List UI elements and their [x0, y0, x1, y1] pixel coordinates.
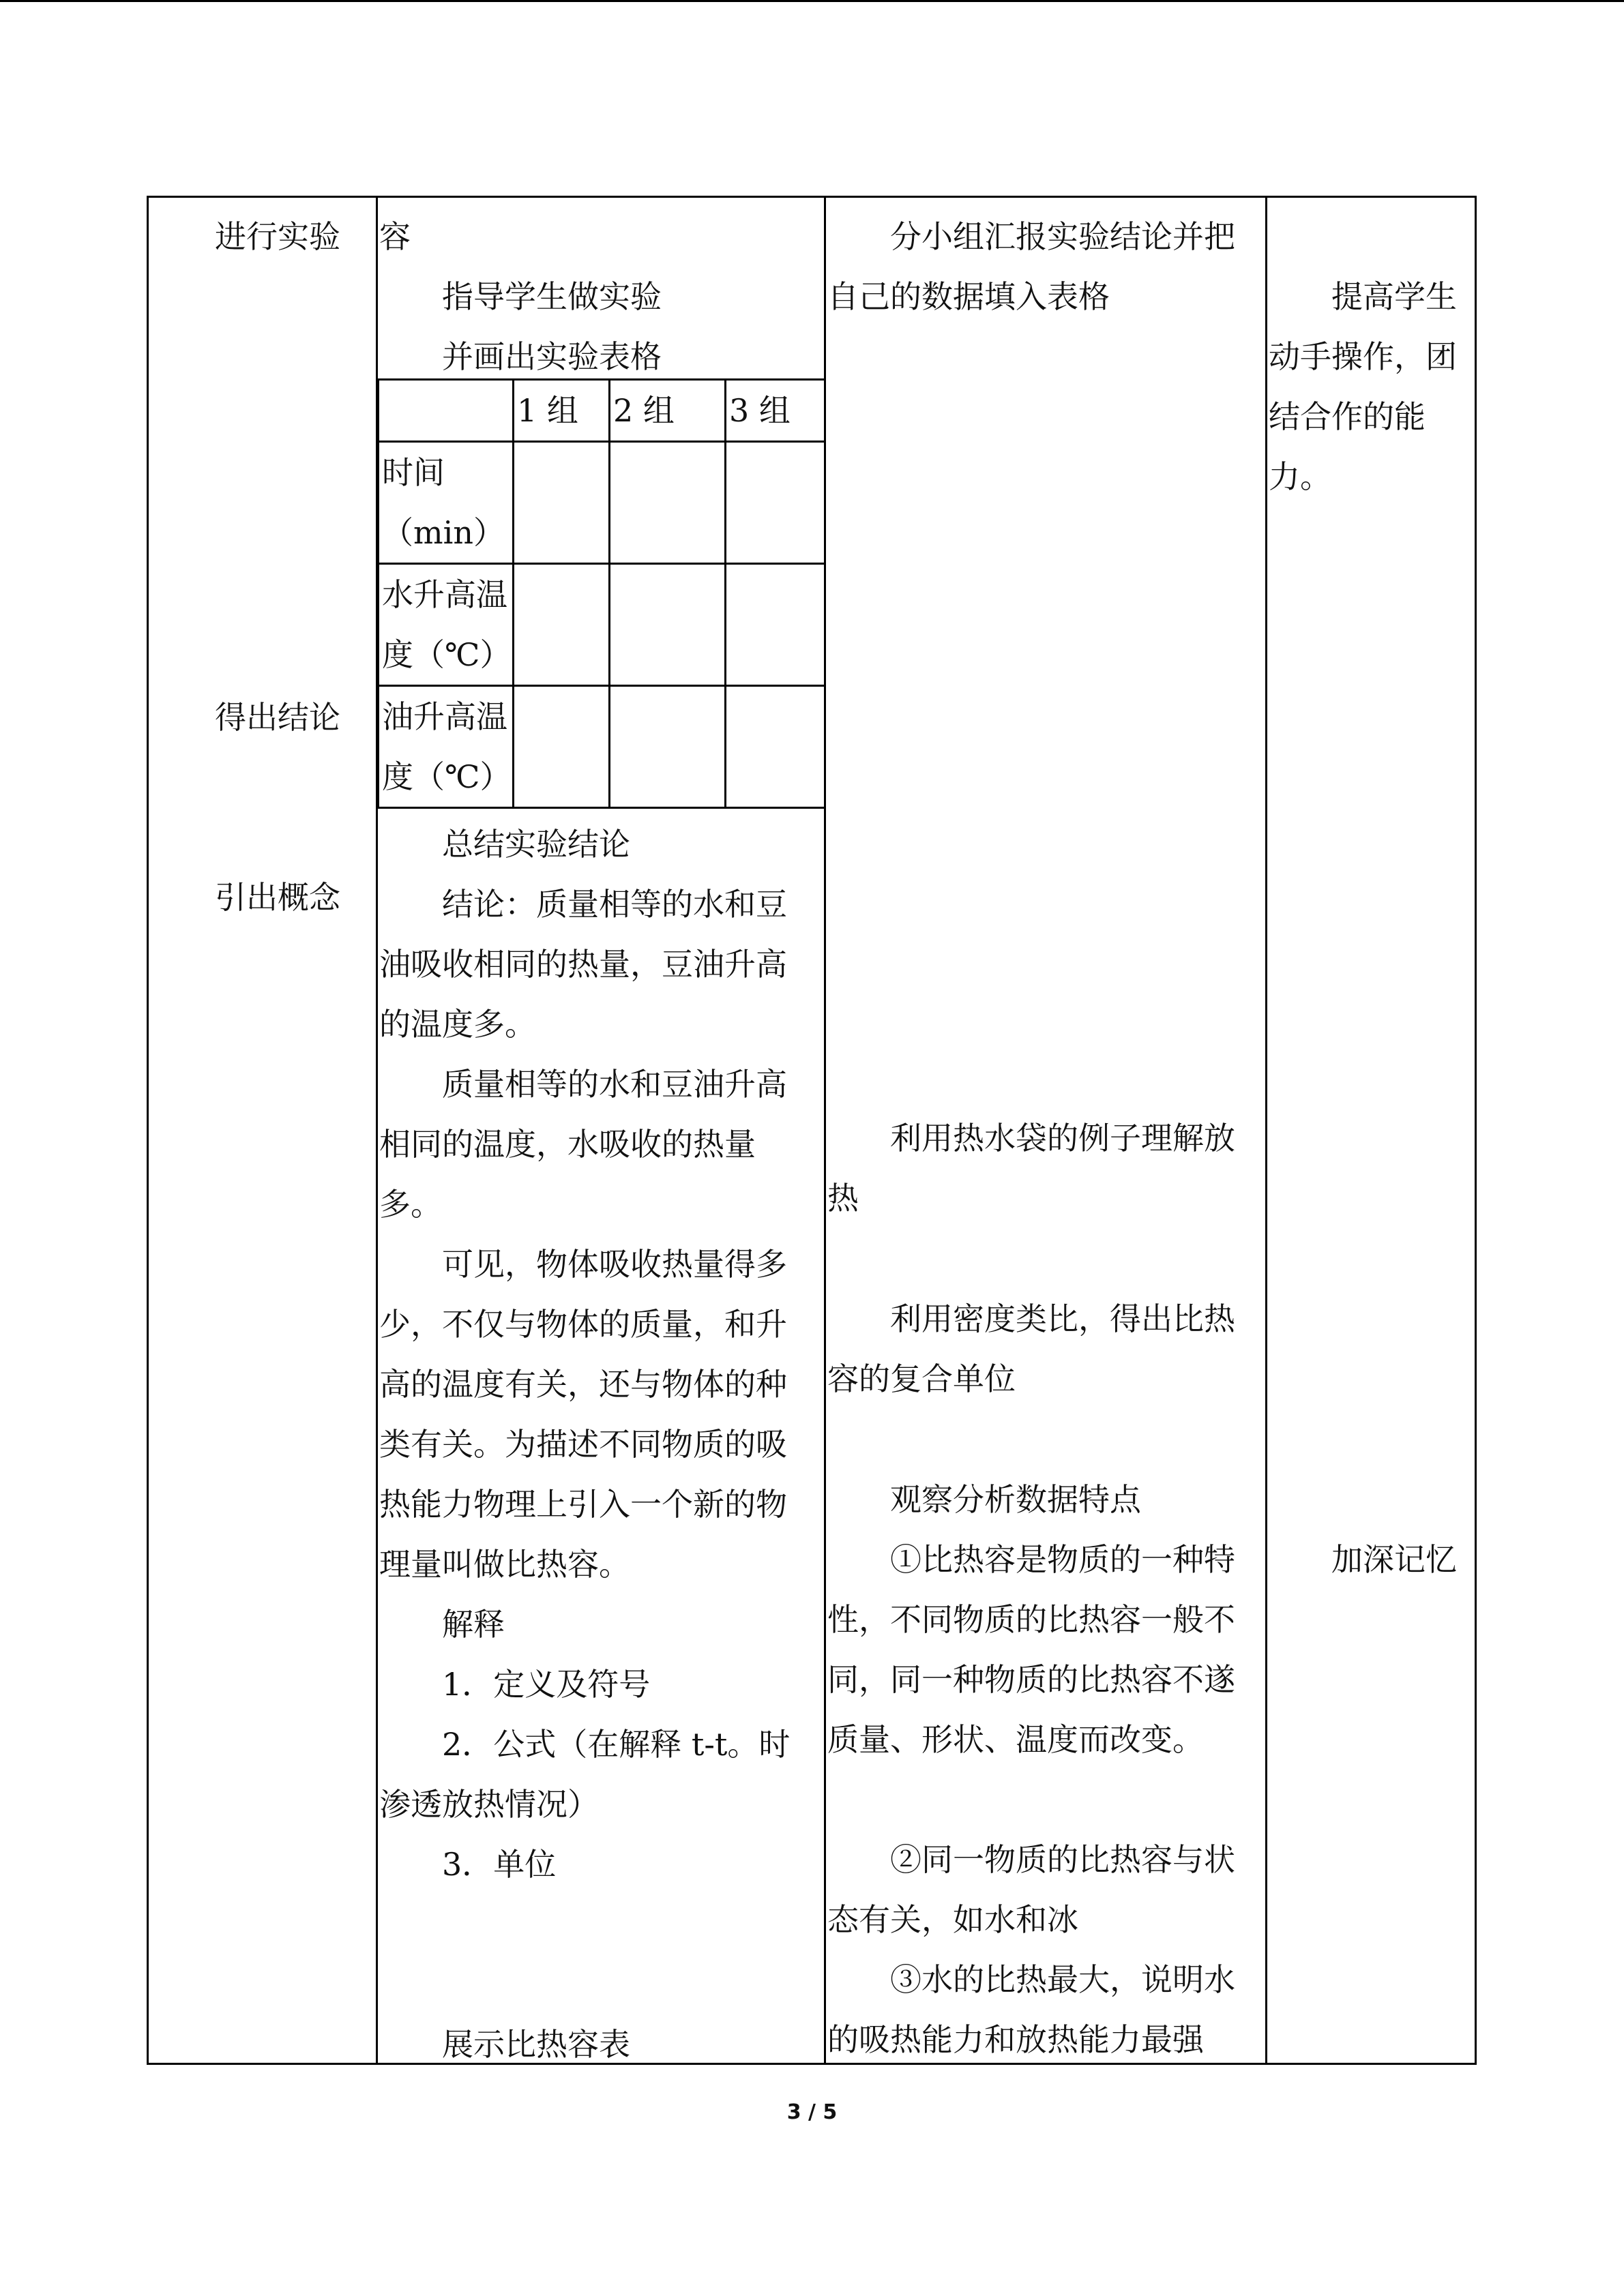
- text-line: 结论：质量相等的水和豆: [379, 886, 787, 923]
- design-intent-teamwork: [1269, 267, 1457, 507]
- student-activity-analysis: [827, 1470, 1235, 2070]
- text-line: 3．单位: [379, 1846, 557, 1883]
- text-line: 高的温度有关，还与物体的种: [379, 1366, 787, 1403]
- group-1-header: 1 组: [514, 380, 610, 442]
- column-divider: [1265, 196, 1267, 2065]
- data-cell: [514, 564, 610, 686]
- text-line: 多。: [379, 1186, 442, 1223]
- text-line: 油吸收相同的热量，豆油升高: [379, 946, 787, 983]
- table-row: [379, 564, 825, 686]
- text-line: 动手操作，团: [1269, 338, 1457, 375]
- text-line: 的吸热能力和放热能力最强: [827, 2021, 1204, 2058]
- data-cell: [514, 442, 610, 564]
- text-line: 并画出实验表格: [379, 338, 662, 375]
- text-line: 利用密度类比，得出比热: [827, 1300, 1235, 1337]
- text-line: 结合作的能: [1269, 398, 1426, 435]
- page-top-border: [0, 0, 1624, 2]
- stage-concept: 引出概念: [215, 879, 340, 916]
- stage-conclusion: 得出结论: [215, 699, 340, 736]
- text-line: 相同的温度，水吸收的热量: [379, 1126, 756, 1163]
- row-label-time: 时间 （min）: [379, 442, 514, 564]
- text-line: 指导学生做实验: [379, 278, 662, 315]
- text-line: [379, 1894, 790, 1954]
- text-line: 类有关。为描述不同物质的吸: [379, 1426, 787, 1463]
- table-corner-cell: [379, 380, 514, 442]
- text-line: 质量相等的水和豆油升高: [379, 1066, 787, 1103]
- table-row: [379, 686, 825, 808]
- teacher-explanation: [379, 814, 790, 2074]
- table-row: [379, 442, 825, 564]
- text-line: 利用热水袋的例子理解放: [827, 1120, 1235, 1157]
- text-line: [827, 1770, 1235, 1830]
- data-cell: [726, 442, 825, 564]
- text-line: 总结实验结论: [379, 826, 630, 863]
- text-line: 同，同一种物质的比热容不遂: [827, 1661, 1235, 1698]
- student-activity-report: [827, 207, 1235, 327]
- text-line: 解释: [379, 1606, 505, 1643]
- text-line: ①比热容是物质的一种特: [827, 1541, 1235, 1578]
- text-line: 容的复合单位: [827, 1360, 1016, 1397]
- group-3-header: 3 组: [726, 380, 825, 442]
- group-2-header: 2 组: [610, 380, 726, 442]
- text-line: 力。: [1269, 458, 1331, 495]
- text-line: ②同一物质的比热容与状: [827, 1841, 1235, 1878]
- text-line: 渗透放热情况）: [379, 1786, 599, 1823]
- page-number: 3 / 5: [786, 2100, 838, 2124]
- row-label-oil-temp: 油升高温 度（℃）: [379, 686, 514, 808]
- text-line: 理量叫做比热容。: [379, 1546, 630, 1583]
- table-header-row: [379, 380, 825, 442]
- text-line: 提高学生: [1269, 278, 1457, 315]
- design-intent-memory: [1269, 1530, 1457, 1590]
- text-line: 1．定义及符号: [379, 1666, 651, 1703]
- text-line: 热能力物理上引入一个新的物: [379, 1486, 787, 1523]
- text-line: 分小组汇报实验结论并把: [827, 218, 1235, 255]
- student-activity-heat-release: [827, 1108, 1235, 1228]
- experiment-data-table: [377, 378, 826, 809]
- text-line: 少，不仅与物体的质量，和升: [379, 1306, 787, 1343]
- text-line: 态有关，如水和冰: [827, 1901, 1078, 1938]
- text-line: ③水的比热最大，说明水: [827, 1961, 1235, 1998]
- stage-experiment: 进行实验: [215, 218, 340, 255]
- text-line: [379, 1954, 790, 2014]
- data-cell: [726, 564, 825, 686]
- text-line: 热: [827, 1180, 859, 1217]
- data-cell: [514, 686, 610, 808]
- data-cell: [610, 442, 726, 564]
- data-cell: [610, 686, 726, 808]
- text-line: 性，不同物质的比热容一般不: [827, 1601, 1235, 1638]
- text-line: 可见，物体吸收热量得多: [379, 1246, 787, 1283]
- data-cell: [610, 564, 726, 686]
- text-line: 自己的数据填入表格: [827, 278, 1110, 315]
- text-line: 加深记忆: [1269, 1541, 1457, 1578]
- text-line: 观察分析数据特点: [827, 1481, 1141, 1518]
- data-cell: [726, 686, 825, 808]
- text-line: 质量、形状、温度而改变。: [827, 1721, 1204, 1758]
- student-activity-unit: [827, 1289, 1235, 1409]
- text-line: 2．公式（在解释 t-t。时: [379, 1726, 791, 1763]
- text-line: 容: [379, 218, 411, 255]
- text-line: 展示比热容表: [379, 2026, 630, 2063]
- row-label-water-temp: 水升高温 度（℃）: [379, 564, 514, 686]
- teacher-intro: [379, 207, 662, 387]
- text-line: 的温度多。: [379, 1006, 536, 1043]
